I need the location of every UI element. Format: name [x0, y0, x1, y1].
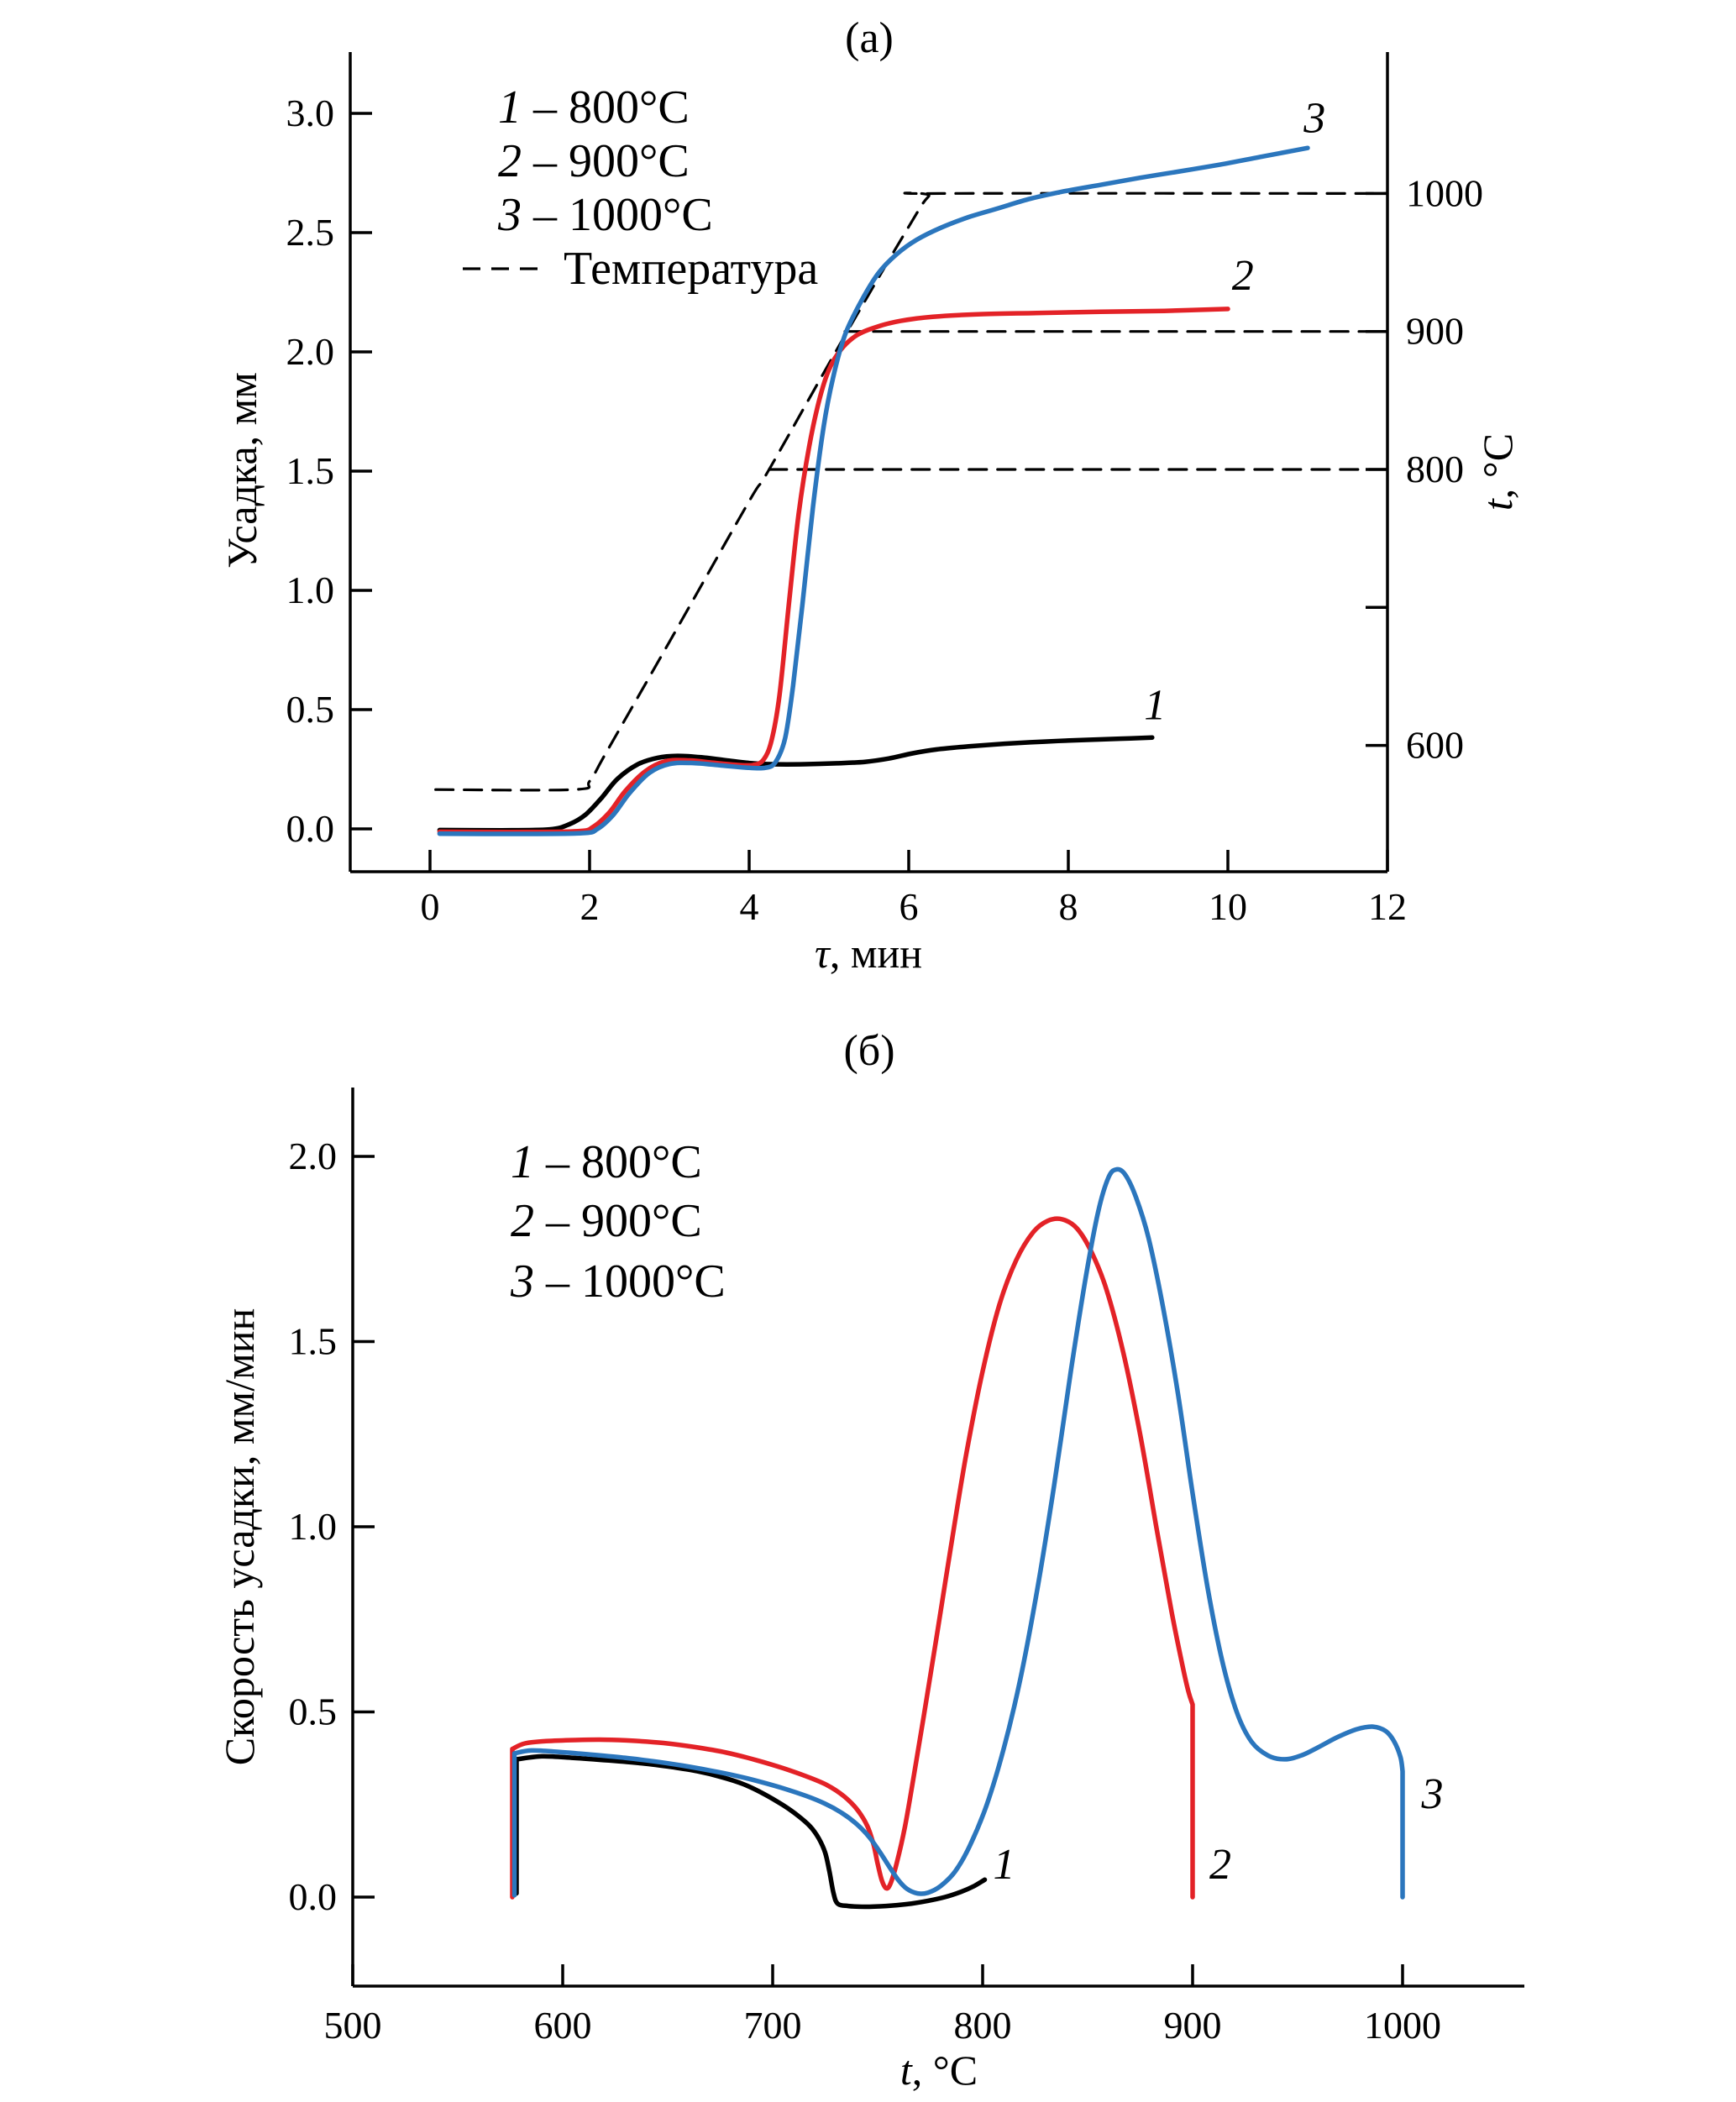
panel-a-curve-label-1: 1	[1144, 681, 1167, 730]
panel-a-y2-tick-label: 1000	[1406, 171, 1483, 215]
panel-b-title: (б)	[843, 1027, 895, 1075]
panel-b-x-tick-label: 700	[743, 2004, 802, 2047]
panel-b-legend-entry-2: 2 – 900°C	[511, 1195, 702, 1247]
panel-a-x-tick-label: 10	[1209, 885, 1247, 928]
panel-a-y-tick-label: 2.0	[286, 330, 334, 373]
panel-a-x-axis-label: τ, мин	[814, 930, 923, 977]
panel-a-series-1-path	[439, 737, 1151, 831]
panel-b-x-tick-label: 600	[533, 2004, 592, 2047]
panel-a-y2-tick-label: 600	[1406, 723, 1464, 767]
panel-a-x-tick-label: 4	[739, 885, 759, 928]
panel-b-x-tick-label: 1000	[1364, 2004, 1441, 2047]
panel-b-x-tick-label: 800	[953, 2004, 1012, 2047]
panel-a-series-2-path	[439, 309, 1228, 832]
panel-a-y-tick-label: 3.0	[286, 92, 334, 134]
panel-b-legend-entry-1: 1 – 800°C	[511, 1136, 702, 1188]
panel-b-legend-entry-3: 3 – 1000°C	[511, 1255, 726, 1308]
panel-b-y-axis-label: Скорость усадки, мм/мин	[216, 1308, 263, 1766]
panel-b-y-tick-label: 2.0	[288, 1135, 337, 1177]
panel-a-title: (а)	[845, 14, 894, 62]
panel-a-y2-tick-label: 800	[1406, 448, 1464, 490]
panel-b-x-axis-label: t, °C	[899, 2047, 978, 2094]
panel-a-x-tick-label: 0	[420, 885, 440, 928]
panel-b-x-tick-label: 900	[1163, 2004, 1222, 2047]
panel-a-y-tick-label: 2.5	[286, 211, 334, 254]
panel-b-curve-label-1: 1	[993, 1841, 1015, 1889]
panel-a-y-tick-label: 0.0	[286, 807, 334, 850]
panel-a-y2-tick-label: 900	[1406, 309, 1464, 353]
panel-b-x-tick-label: 500	[323, 2004, 382, 2047]
panel-b-y-tick-label: 0.5	[288, 1690, 337, 1733]
panel-b-curve-label-2: 2	[1209, 1841, 1231, 1889]
panel-a-y-axis-label: Усадка, мм	[218, 372, 265, 569]
panel-a-x-tick-label: 2	[580, 885, 600, 928]
panel-a-legend-entry-2: 2 – 900°C	[498, 135, 690, 187]
panel-a-x-tick-label: 8	[1058, 885, 1078, 928]
panel-a-y-tick-label: 0.5	[286, 688, 334, 731]
panel-a-legend-entry-3: 3 – 1000°C	[498, 189, 713, 241]
panel-b-series-1-path	[512, 1219, 1193, 1897]
panel-a-curve-label-2: 2	[1231, 252, 1254, 301]
panel-b-y-tick-label: 1.0	[288, 1505, 337, 1548]
panel-a-y2-axis-label: t, °C	[1474, 432, 1521, 511]
panel-b-y-tick-label: 0.0	[288, 1875, 337, 1918]
panel-a-y-tick-label: 1.5	[286, 449, 334, 492]
panel-a-legend-entry-1: 1 – 800°C	[498, 81, 690, 134]
panel-a-curve-label-3: 3	[1303, 94, 1326, 143]
panel-b-curve-label-3: 3	[1421, 1770, 1444, 1819]
panel-a-legend-temp-label: Температура	[564, 243, 819, 295]
panel-a-x-tick-label: 12	[1368, 885, 1407, 928]
panel-a-x-tick-label: 6	[899, 885, 919, 928]
panel-b-y-tick-label: 1.5	[288, 1319, 337, 1363]
panel-a-y-tick-label: 1.0	[286, 569, 334, 611]
